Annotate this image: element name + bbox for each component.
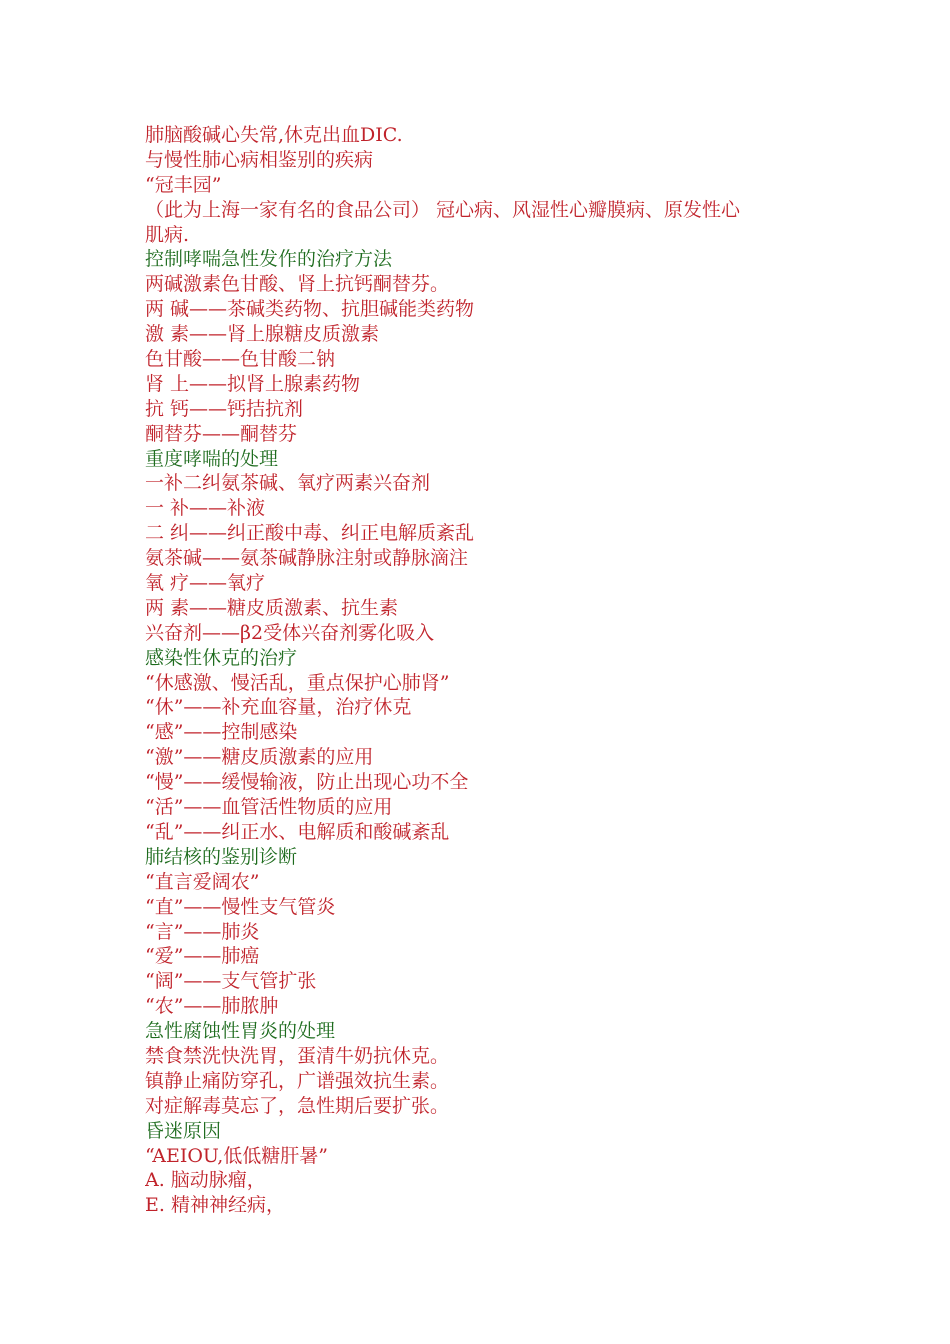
section-heading: 重度哮喘的处理 [145, 447, 279, 470]
text-line: 禁食禁洗快洗胃，蛋清牛奶抗休克。 [145, 1044, 450, 1067]
text-line: 激 素——肾上腺糖皮质激素 [145, 323, 380, 346]
text-line: 与慢性肺心病相鉴别的疾病 [145, 148, 374, 171]
text-line: 二 纠——纠正酸中毒、纠正电解质紊乱 [145, 522, 475, 545]
text-line: “休感激、慢活乱，重点保护心肺肾” [145, 671, 450, 694]
text-line: 兴奋剂——β2受体兴奋剂雾化吸入 [145, 621, 435, 644]
text-line: 一补二纠氨茶碱、氧疗两素兴奋剂 [145, 472, 431, 495]
text-line: 氨茶碱——氨茶碱静脉注射或静脉滴注 [145, 547, 469, 570]
text-line: E. 精神神经病， [145, 1194, 285, 1217]
text-line: 抗 钙——钙拮抗剂 [145, 397, 304, 420]
text-line: 氧 疗——氧疗 [145, 572, 266, 595]
section-heading: 控制哮喘急性发作的治疗方法 [145, 248, 393, 271]
text-line: 肺脑酸碱心失常,休克出血DIC. [145, 124, 403, 146]
text-line: A. 脑动脉瘤， [145, 1169, 266, 1192]
text-line: “言”——肺炎 [145, 920, 260, 943]
text-line: “乱”——纠正水、电解质和酸碱紊乱 [145, 820, 450, 843]
section-heading: 昏迷原因 [145, 1119, 222, 1142]
section-heading: 感染性休克的治疗 [145, 646, 298, 669]
text-line: 两 碱——茶碱类药物、抗胆碱能类药物 [145, 298, 475, 321]
text-line: （此为上海一家有名的食品公司） 冠心病、风湿性心瓣膜病、原发性心 [145, 198, 741, 221]
section-heading: 急性腐蚀性胃炎的处理 [145, 1020, 336, 1043]
document-body [145, 123, 825, 1218]
text-line: “AEIOU,低低糖肝暑” [145, 1144, 328, 1167]
text-line: “直”——慢性支气管炎 [145, 895, 336, 918]
text-line: “休”——补充血容量，治疗休克 [145, 696, 412, 719]
text-line: 酮替芬——酮替芬 [145, 422, 298, 445]
text-line: 镇静止痛防穿孔，广谱强效抗生素。 [145, 1069, 450, 1092]
text-line: “感”——控制感染 [145, 721, 298, 744]
text-line: 一 补——补液 [145, 497, 266, 520]
text-line: 两 素——糖皮质激素、抗生素 [145, 596, 399, 619]
text-line: 两碱激素色甘酸、肾上抗钙酮替芬。 [145, 273, 450, 296]
text-line: “激”——糖皮质激素的应用 [145, 746, 374, 769]
text-line: “慢”——缓慢输液，防止出现心功不全 [145, 771, 469, 794]
text-line: “冠丰园” [145, 173, 222, 196]
text-line: 色甘酸——色甘酸二钠 [145, 348, 336, 371]
text-line: “阔”——支气管扩张 [145, 970, 317, 993]
text-line: “农”——肺脓肿 [145, 995, 279, 1018]
text-line: “爱”——肺癌 [145, 945, 260, 968]
document-page [145, 123, 825, 1218]
text-line: “活”——血管活性物质的应用 [145, 796, 393, 819]
text-line: 对症解毒莫忘了，急性期后要扩张。 [145, 1094, 450, 1117]
text-line: 肾 上——拟肾上腺素药物 [145, 372, 361, 395]
text-line: 肌病. [145, 223, 190, 246]
text-line: “直言爱阔农” [145, 870, 260, 893]
section-heading: 肺结核的鉴别诊断 [145, 845, 298, 868]
